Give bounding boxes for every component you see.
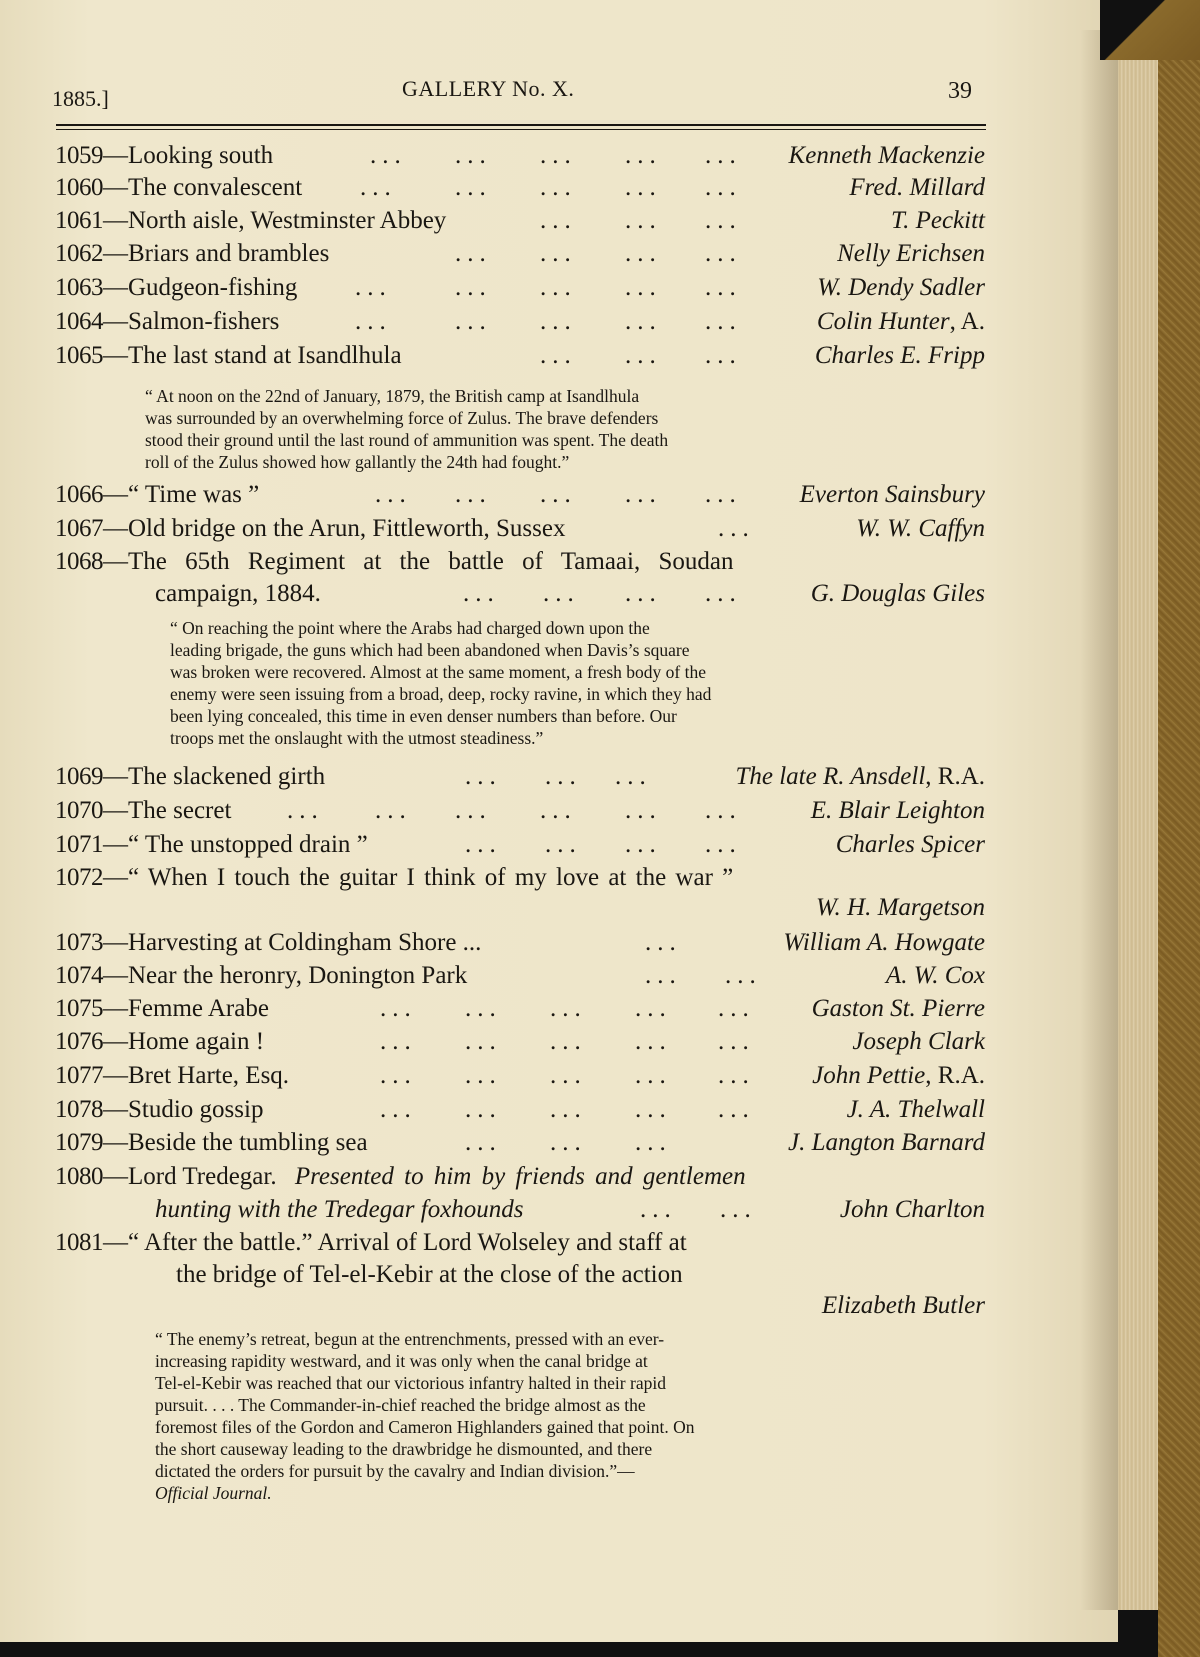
artist-name: W. Dendy Sadler xyxy=(817,274,985,301)
artist-name: W. W. Caffyn xyxy=(856,515,985,542)
artist-name: John Pettie, R.A. xyxy=(812,1062,985,1089)
header-title: GALLERY No. X. xyxy=(402,76,575,101)
artist-name: Charles Spicer xyxy=(835,831,985,858)
artist-name: Fred. Millard xyxy=(849,174,985,201)
catalogue-entry: 1073—Harvesting at Coldingham Shore ... ... William A. Howgate xyxy=(55,927,985,959)
catalogue-entry: 1081—“ After the battle.” Arrival of Lord Wolseley and staff at xyxy=(55,1229,687,1256)
artist-name: J. Langton Barnard xyxy=(788,1129,985,1156)
artist-name: Elizabeth Butler xyxy=(821,1292,985,1319)
quotation-1065: “ At noon on the 22nd of January, 1879, the British camp at Isandlhula was surrounded by an overwhelming force of Zulus. The brave defenders stood their ground until the last round of ammunition was spent. The death roll of the Zulus showed how gallantly the 24th had fought.” xyxy=(145,386,669,472)
catalogue-entry: 1071—“ The unstopped drain ” ... ... ... ... Charles Spicer xyxy=(55,829,985,861)
book-cover xyxy=(1158,0,1200,1657)
quotation-1068: “ On reaching the point where the Arabs had charged down upon the leading brigade, the guns which had been abandoned when Davis’s square was broken were recovered. Almost at the same moment, a fresh body of the enemy were seen issuing from a broad, deep, rocky ravine, in which they had been lying concealed, this time in even denser numbers than before. Our troops met the onslaught with the utmost steadiness.” xyxy=(170,618,712,748)
entry-continuation: the bridge of Tel-el-Kebir at the close of the action xyxy=(176,1261,683,1288)
catalogue-entry: 1080—Lord Tredegar. Presented to him by friends and gentlemen xyxy=(55,1163,746,1190)
entry-artist-row: ... ... ... ... G. Douglas Giles xyxy=(55,578,985,610)
entry-artist-row xyxy=(55,892,985,924)
artist-name: Everton Sainsbury xyxy=(799,481,985,508)
page-shadow xyxy=(1080,30,1118,1610)
artist-name: Charles E. Fripp xyxy=(814,342,985,369)
header-rule xyxy=(56,124,986,126)
book-corner xyxy=(1100,0,1200,60)
catalogue-entry: 1062—Briars and brambles ... ... ... ... Nelly Erichsen xyxy=(55,238,985,270)
artist-name: The late R. Ansdell, R.A. xyxy=(735,763,985,790)
page-number: 39 xyxy=(948,78,972,104)
entry-continuation: campaign, 1884. xyxy=(155,580,321,607)
catalogue-entry: 1072—“ When I touch the guitar I think of my love at the war ” xyxy=(55,864,734,891)
artist-name: Gaston St. Pierre xyxy=(811,995,985,1022)
header-year: 1885.] xyxy=(52,86,109,111)
artist-name: William A. Howgate xyxy=(783,929,985,956)
catalogue-entry: 1065—The last stand at Isandlhula ... ... ... Charles E. Fripp xyxy=(55,340,985,372)
catalogue-entry: 1077—Bret Harte, Esq. ... ... ... ... ... John Pettie, R.A. xyxy=(55,1060,985,1092)
catalogue-entry: 1064—Salmon-fishers ... ... ... ... ... Colin Hunter, A. xyxy=(55,306,985,338)
artist-name: T. Peckitt xyxy=(891,207,985,234)
artist-name: A. W. Cox xyxy=(885,962,985,989)
catalogue-entry: 1075—Femme Arabe ... ... ... ... ... Gaston St. Pierre xyxy=(55,993,985,1025)
artist-name: Colin Hunter, A. xyxy=(816,308,985,335)
catalogue-entry: 1074—Near the heronry, Donington Park ... ... A. W. Cox xyxy=(55,960,985,992)
header-rule-thin xyxy=(56,129,986,130)
catalogue-entry: 1059—Looking south ... ... ... ... ... Kenneth Mackenzie xyxy=(55,140,985,172)
catalogue-entry: 1079—Beside the tumbling sea ... ... ... J. Langton Barnard xyxy=(55,1127,985,1159)
entry-artist-row xyxy=(55,1290,985,1322)
running-header xyxy=(52,76,972,116)
artist-name: E. Blair Leighton xyxy=(810,797,985,824)
catalogue-entry: 1070—The secret ... ... ... ... ... ... E. Blair Leighton xyxy=(55,795,985,827)
entry-continuation: hunting with the Tredegar foxhounds xyxy=(155,1196,524,1223)
artist-name: Nelly Erichsen xyxy=(837,240,985,267)
catalogue-entry: 1076—Home again ! ... ... ... ... ... Joseph Clark xyxy=(55,1026,985,1058)
quote-source: Official Journal. xyxy=(155,1483,272,1503)
artist-name: W. H. Margetson xyxy=(816,894,985,921)
quotation-1081: “ The enemy’s retreat, begun at the entrenchments, pressed with an ever- increasing rapidity westward, and it was only when the canal bridge at Tel-el-Kebir was reached that our victorious infantry halted in their rapid pursuit. . . . The Commander-in-chief reached the bridge almost as the foremost files of the Gordon and Cameron Highlanders gained that point. On the short causeway leading to the drawbridge he dismounted, and there dictated the orders for pursuit by the cavalry and Indian division.”— Official Journal. xyxy=(155,1329,695,1503)
catalogue-entry: 1068—The 65th Regiment at the battle of Tamaai, Soudan xyxy=(55,548,734,575)
artist-name: J. A. Thelwall xyxy=(846,1096,985,1123)
artist-name: G. Douglas Giles xyxy=(810,580,985,607)
catalogue-entry: 1078—Studio gossip ... ... ... ... ... J. A. Thelwall xyxy=(55,1094,985,1126)
catalogue-entry: 1069—The slackened girth ... ... ... The late R. Ansdell, R.A. xyxy=(55,761,985,793)
catalogue-entry: 1061—North aisle, Westminster Abbey ... ... ... T. Peckitt xyxy=(55,205,985,237)
entry-artist-row: ... ... John Charlton xyxy=(55,1194,985,1226)
catalogue-entry: 1067—Old bridge on the Arun, Fittleworth, Sussex ... W. W. Caffyn xyxy=(55,513,985,545)
artist-name: John Charlton xyxy=(839,1196,985,1223)
catalogue-entry: 1060—The convalescent ... ... ... ... ... Fred. Millard xyxy=(55,172,985,204)
artist-name: Joseph Clark xyxy=(852,1028,985,1055)
page-edges xyxy=(1118,50,1158,1610)
artist-name: Kenneth Mackenzie xyxy=(788,142,985,169)
catalogue-entry: 1063—Gudgeon-fishing ... ... ... ... ... W. Dendy Sadler xyxy=(55,272,985,304)
catalogue-entry: 1066—“ Time was ” ... ... ... ... ... Everton Sainsbury xyxy=(55,479,985,511)
